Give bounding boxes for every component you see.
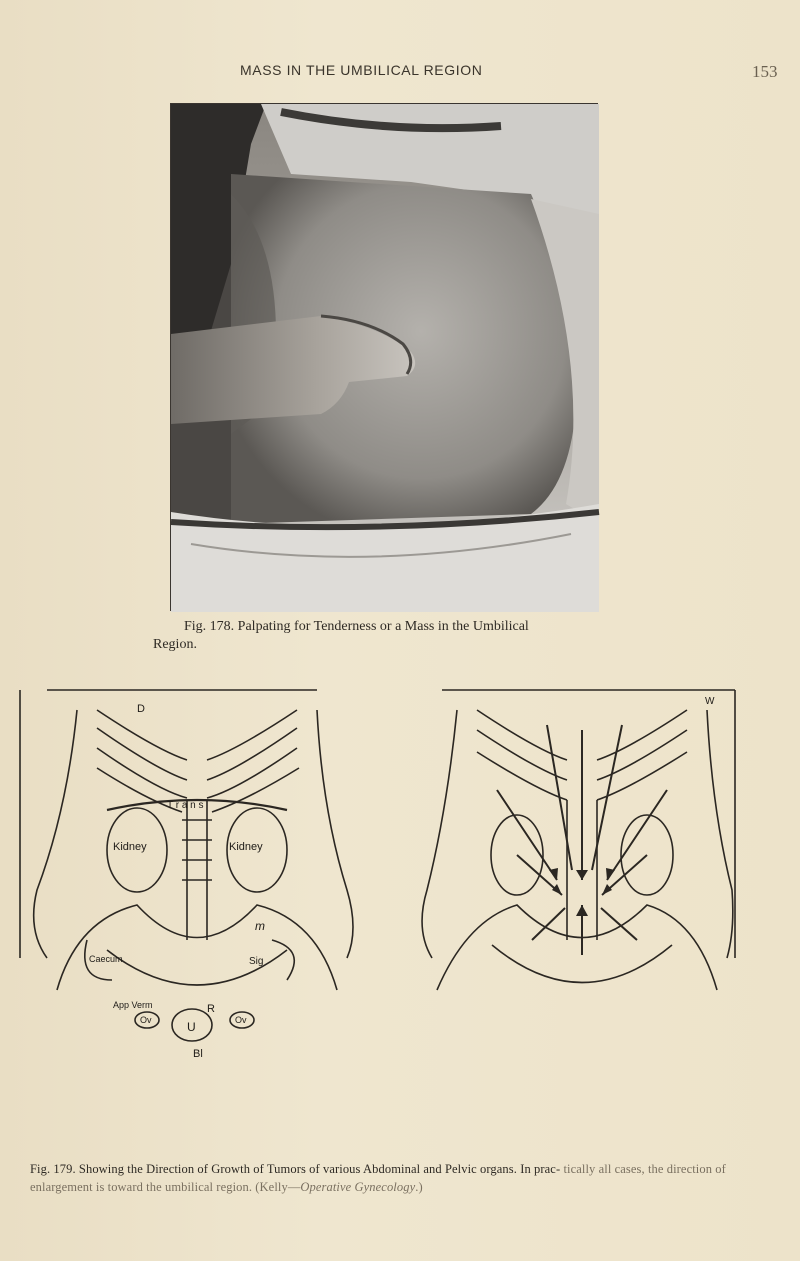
running-title: MASS IN THE UMBILICAL REGION [240, 62, 483, 78]
figure-179-caption-part2: tically all cases, the direction of enlargement is toward the umbilical region. (Kelly— [30, 1162, 726, 1194]
label-appendix: App Verm [113, 1000, 153, 1010]
figure-178-caption [153, 618, 613, 654]
figure-179-diagram [17, 690, 737, 1060]
palpation-photo-illustration [171, 104, 599, 612]
figure-178-photograph [170, 103, 598, 611]
anatomy-line-drawing [17, 690, 737, 1060]
label-caecum: Caecum [89, 954, 123, 964]
figure-178-caption-line2: Region. [153, 637, 197, 652]
growth-direction-arrows [497, 725, 667, 955]
label-m: m [255, 919, 265, 933]
figure-179-caption-credit: Operative Gynecology [300, 1180, 416, 1194]
arrow-heads [549, 868, 615, 916]
label-transverse-colon: T r a n s [167, 800, 204, 811]
page-number: 153 [752, 62, 778, 81]
label-duodenum: D [137, 703, 145, 715]
right-torso-outline [422, 710, 733, 990]
label-kidney-right: Kidney [229, 841, 263, 853]
label-ovary-right: Ov [235, 1015, 247, 1025]
label-corner-mark: W [705, 696, 715, 707]
label-sigmoid: Sig [249, 956, 264, 967]
label-ovary-left: Ov [140, 1015, 152, 1025]
figure-179-caption-end: .) [415, 1180, 423, 1194]
left-torso-outline [34, 710, 353, 1041]
running-head [0, 62, 800, 82]
label-bladder: Bl [193, 1048, 203, 1060]
figure-178-caption-line1: Fig. 178. Palpating for Tenderness or a Mass in the Umbilical [184, 619, 529, 634]
figure-179-caption-part1: Fig. 179. Showing the Direction of Growth of Tumors of various Abdominal and Pelvic organs. In prac- [30, 1162, 561, 1176]
label-rectum: R [207, 1003, 215, 1015]
label-kidney-left: Kidney [113, 841, 147, 853]
label-uterus: U [187, 1020, 196, 1034]
figure-179-caption [30, 1160, 770, 1196]
